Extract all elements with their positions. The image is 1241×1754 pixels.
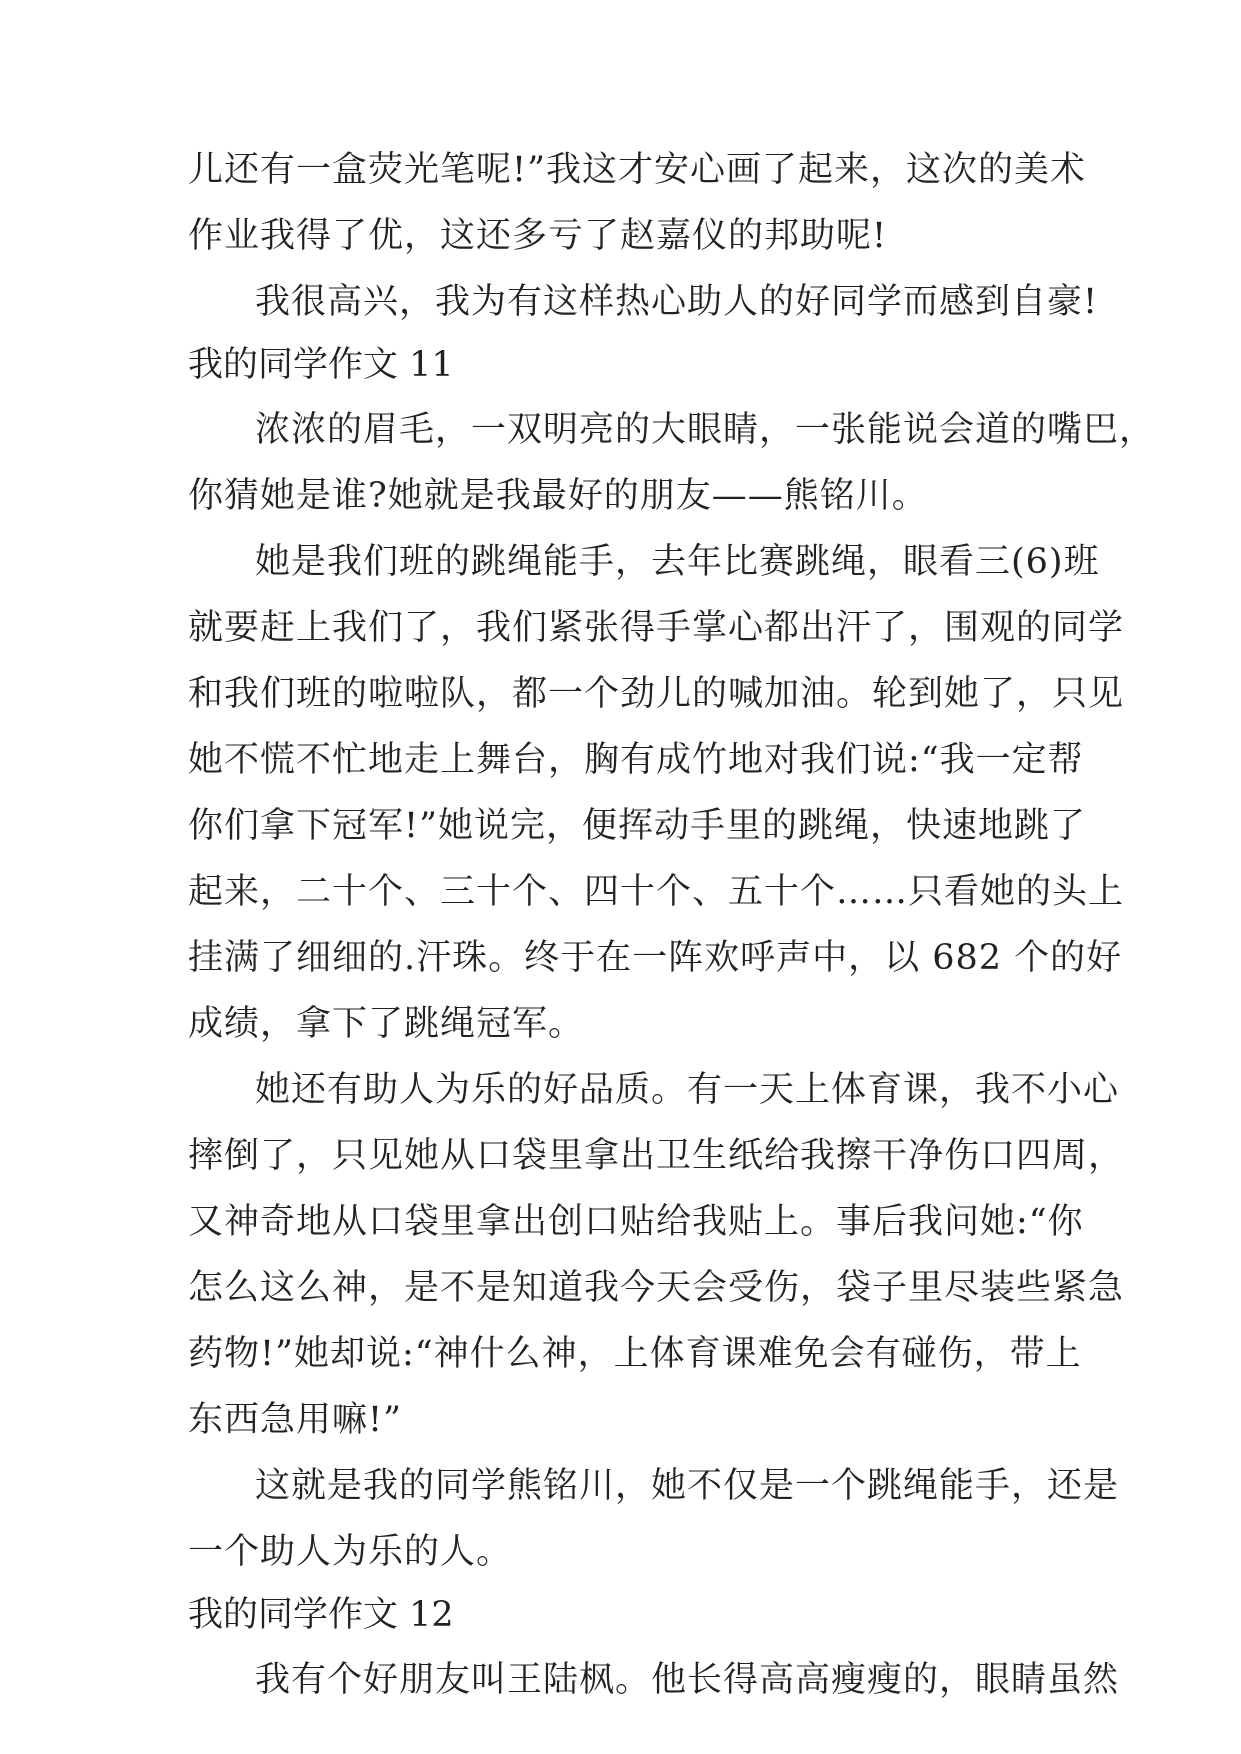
text-line: 挂满了细细的.汗珠。终于在一阵欢呼声中，以 682 个的好 bbox=[188, 938, 1123, 978]
text-line: 我很高兴，我为有这样热心助人的好同学而感到自豪! bbox=[255, 282, 1099, 322]
text-line: 怎么这么神，是不是知道我今天会受伤，袋子里尽装些紧急 bbox=[188, 1268, 1125, 1308]
text-line: 就要赶上我们了，我们紧张得手掌心都出汗了，围观的同学 bbox=[188, 608, 1125, 648]
text-line: 摔倒了，只见她从口袋里拿出卫生纸给我擦干净伤口四周， bbox=[188, 1136, 1125, 1176]
text-line: 儿还有一盒荧光笔呢!”我这才安心画了起来，这次的美术 bbox=[188, 150, 1086, 190]
text-line: 浓浓的眉毛，一双明亮的大眼睛，一张能说会道的嘴巴， bbox=[255, 410, 1156, 450]
text-line: 她还有助人为乐的好品质。有一天上体育课，我不小心 bbox=[255, 1070, 1120, 1110]
text-line: 东西急用嘛!” bbox=[188, 1400, 402, 1440]
section-heading: 我的同学作文 12 bbox=[188, 1595, 454, 1635]
text-line: 又神奇地从口袋里拿出创口贴给我贴上。事后我问她:“你 bbox=[188, 1202, 1084, 1242]
text-line: 和我们班的啦啦队，都一个劲儿的喊加油。轮到她了，只见 bbox=[188, 674, 1125, 714]
text-line: 起来，二十个、三十个、四十个、五十个……只看她的头上 bbox=[188, 872, 1125, 912]
text-line: 你们拿下冠军!”她说完，便挥动手里的跳绳，快速地跳了 bbox=[188, 806, 1086, 846]
text-line: 这就是我的同学熊铭川，她不仅是一个跳绳能手，还是 bbox=[255, 1466, 1120, 1506]
text-line: 成绩，拿下了跳绳冠军。 bbox=[188, 1004, 585, 1044]
text-line: 她不慌不忙地走上舞台，胸有成竹地对我们说:“我一定帮 bbox=[188, 740, 1084, 780]
text-line: 一个助人为乐的人。 bbox=[188, 1532, 513, 1572]
text-line: 她是我们班的跳绳能手，去年比赛跳绳，眼看三(6)班 bbox=[255, 542, 1100, 582]
text-line: 我有个好朋友叫王陆枫。他长得高高瘦瘦的，眼睛虽然 bbox=[255, 1660, 1120, 1700]
text-line: 你猜她是谁?她就是我最好的朋友——熊铭川。 bbox=[188, 476, 928, 516]
section-heading: 我的同学作文 11 bbox=[188, 345, 454, 385]
text-line: 药物!”她却说:“神什么神，上体育课难免会有碰伤，带上 bbox=[188, 1334, 1082, 1374]
text-line: 作业我得了优，这还多亏了赵嘉仪的邦助呢! bbox=[188, 216, 888, 256]
